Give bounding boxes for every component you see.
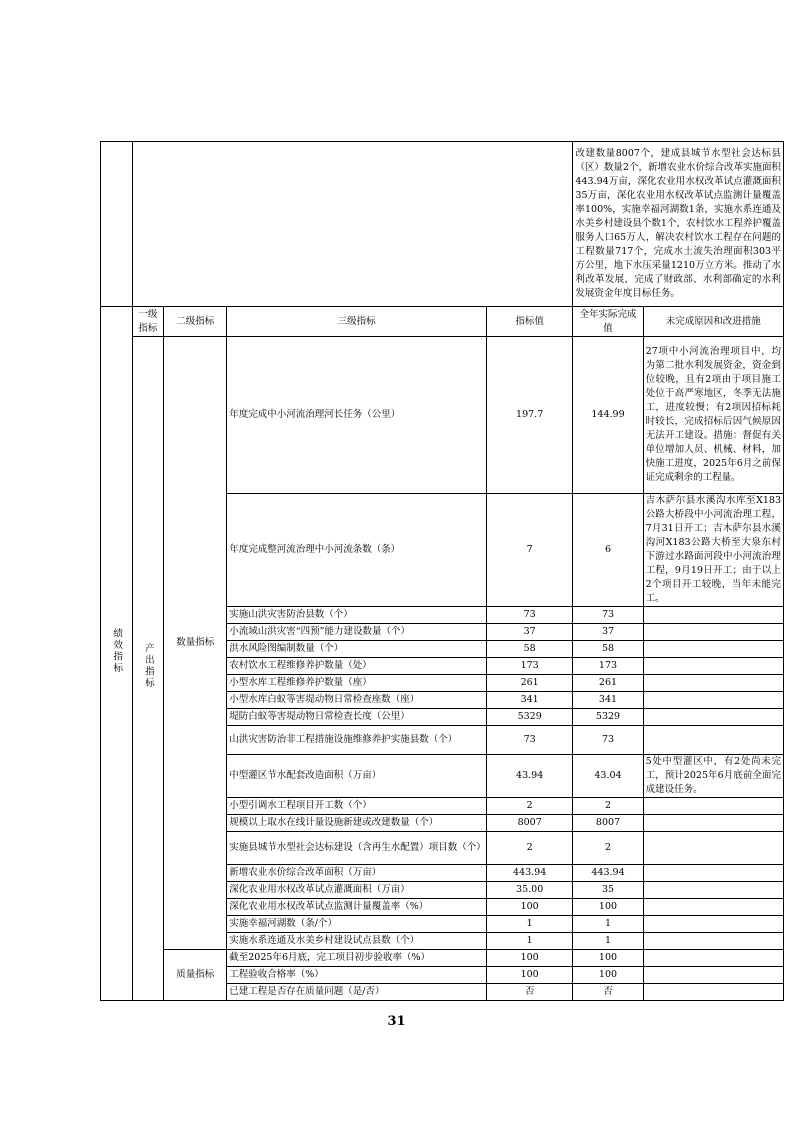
table-row-actual: 2 bbox=[573, 798, 643, 815]
table-row-reason: 27项中小河流治理项目中，均为第二批水利发展资金，资金到位较晚，且有2项由于项目施工处位于高严寒地区，冬季无法施工，进度较慢；有2项因招标耗时较长，完成招标后因气候原因无法开工建设。措施：督促有关单位增加人员、机械、材料，加快施工进度，2025年6月之前保证完成剩余的工程量。 bbox=[643, 337, 783, 494]
table-row-reason bbox=[643, 933, 783, 950]
table-row-target: 443.94 bbox=[486, 865, 573, 882]
table-row-reason bbox=[643, 726, 783, 755]
table-row-actual: 100 bbox=[573, 899, 643, 916]
table-row-reason bbox=[643, 967, 783, 984]
table-row-name: 小型水库工程维修养护数量（座） bbox=[227, 675, 487, 692]
table-row-name: 工程验收合格率（%） bbox=[227, 967, 487, 984]
header-level2: 二级指标 bbox=[164, 307, 227, 337]
table-row-reason bbox=[643, 882, 783, 899]
table-row-name: 深化农业用水权改革试点监测计量覆盖率（%） bbox=[227, 899, 487, 916]
table-row-target: 173 bbox=[486, 658, 573, 675]
table-row-name: 已建工程是否存在质量问题（是/否） bbox=[227, 984, 487, 1001]
table-row-reason bbox=[643, 815, 783, 832]
table-row-name: 小型引调水工程项目开工数（个） bbox=[227, 798, 487, 815]
table-row-reason bbox=[643, 798, 783, 815]
performance-table bbox=[100, 141, 784, 1001]
table-row-actual: 341 bbox=[573, 692, 643, 709]
header-reason: 未完成原因和改进措施 bbox=[643, 307, 783, 337]
table-row-name: 山洪灾害防治非工程措施设施维修养护实施县数（个） bbox=[227, 726, 487, 755]
table-row-reason bbox=[643, 675, 783, 692]
table-row-target: 58 bbox=[486, 641, 573, 658]
table-row-target: 5329 bbox=[486, 709, 573, 726]
table-row-name: 中型灌区节水配套改造面积（万亩） bbox=[227, 755, 487, 798]
table-row-target: 100 bbox=[486, 899, 573, 916]
table-row-actual: 144.99 bbox=[573, 337, 643, 494]
table-row-target: 2 bbox=[486, 798, 573, 815]
table-row-name: 小流域山洪灾害“四预”能力建设数量（个） bbox=[227, 624, 487, 641]
table-row-reason bbox=[643, 709, 783, 726]
table-row-target: 197.7 bbox=[486, 337, 573, 494]
table-row-name: 年度完成中小河流治理河长任务（公里） bbox=[227, 337, 487, 494]
table-row-name: 实施水系连通及水美乡村建设试点县数（个） bbox=[227, 933, 487, 950]
table-row-target: 1 bbox=[486, 933, 573, 950]
table-row-name: 洪水风险图编制数量（个） bbox=[227, 641, 487, 658]
table-row-reason: 5处中型灌区中，有2处尚未完工，预计2025年6月底前全面完成建设任务。 bbox=[643, 755, 783, 798]
table-row-target: 1 bbox=[486, 916, 573, 933]
table-row-target: 261 bbox=[486, 675, 573, 692]
header-level1: 一级指标 bbox=[132, 307, 164, 337]
table-row-target: 73 bbox=[486, 607, 573, 624]
table-row-actual: 8007 bbox=[573, 815, 643, 832]
table-row-actual: 2 bbox=[573, 832, 643, 865]
table-row-name: 实施县城节水型社会达标建设（含再生水配置）项目数（个） bbox=[227, 832, 487, 865]
header-target: 指标值 bbox=[486, 307, 573, 337]
table-row-reason bbox=[643, 624, 783, 641]
table-row-target: 2 bbox=[486, 832, 573, 865]
table-row-reason bbox=[643, 916, 783, 933]
table-row-target: 8007 bbox=[486, 815, 573, 832]
table-row-reason bbox=[643, 865, 783, 882]
left-blank-cell bbox=[101, 142, 133, 307]
table-row-name: 深化农业用水权改革试点灌溉面积（万亩） bbox=[227, 882, 487, 899]
quality-indicator-label: 质量指标 bbox=[164, 950, 227, 1001]
table-row-actual: 261 bbox=[573, 675, 643, 692]
table-row-reason bbox=[643, 899, 783, 916]
table-row-reason bbox=[643, 984, 783, 1001]
table-row-reason bbox=[643, 641, 783, 658]
table-row-actual: 443.94 bbox=[573, 865, 643, 882]
left-blank-cell-2 bbox=[132, 142, 573, 307]
table-row-reason bbox=[643, 832, 783, 865]
table-row-target: 100 bbox=[486, 967, 573, 984]
table-row-name: 实施幸福河湖数（条/个） bbox=[227, 916, 487, 933]
table-row-actual: 35 bbox=[573, 882, 643, 899]
table-row-name: 堤防白蚁等害堤动物日常检查长度（公里） bbox=[227, 709, 487, 726]
table-row-reason bbox=[643, 950, 783, 967]
table-row-target: 100 bbox=[486, 950, 573, 967]
table-row-target: 43.94 bbox=[486, 755, 573, 798]
table-row-actual: 58 bbox=[573, 641, 643, 658]
table-row-target: 35.00 bbox=[486, 882, 573, 899]
table-row-actual: 否 bbox=[573, 984, 643, 1001]
summary-text: 改建数量8007个，建成县城节水型社会达标县（区）数量2个，新增农业水价综合改革实施面积443.94万亩，深化农业用水权改革试点灌溉面积35万亩，深化农业用水权改革试点监测计量覆盖率100%，实施幸福河湖数1条，实施水系连通及水美乡村建设县个数1个，农村饮水工程养护覆盖服务人口65万人，解决农村饮水工程存在问题的工程数量717个，完成水土流失治理面积303平方公里，地下水压采量1210万立方米。推动了水利改革发展，完成了财政部、水利部确定的水利发展资金年度目标任务。 bbox=[573, 142, 784, 307]
table-row-actual: 100 bbox=[573, 950, 643, 967]
table-row-actual: 1 bbox=[573, 933, 643, 950]
page-number: 31 bbox=[387, 1014, 406, 1029]
table-row-reason: 吉木萨尔县水溪沟水库至X183公路大桥段中小河流治理工程，7月31日开工；吉木萨尔县水溪沟河X183公路大桥至大泉东村下游过水路面河段中小河流治理工程，9月19日开工；由于以上2个项目开工较晚，当年未能完工。 bbox=[643, 494, 783, 607]
table-row-name: 截至2025年6月底，完工项目初步验收率（%） bbox=[227, 950, 487, 967]
quantity-indicator-label: 数量指标 bbox=[164, 337, 227, 950]
table-row-target: 37 bbox=[486, 624, 573, 641]
table-row-target: 341 bbox=[486, 692, 573, 709]
table-row-actual: 6 bbox=[573, 494, 643, 607]
table-row-target: 73 bbox=[486, 726, 573, 755]
table-row-actual: 37 bbox=[573, 624, 643, 641]
table-row-actual: 173 bbox=[573, 658, 643, 675]
header-actual: 全年实际完成值 bbox=[573, 307, 643, 337]
table-row-actual: 73 bbox=[573, 726, 643, 755]
table-row-actual: 1 bbox=[573, 916, 643, 933]
header-level3: 三级指标 bbox=[227, 307, 487, 337]
output-indicator-label: 产出指标 bbox=[132, 337, 164, 1001]
table-row-name: 规模以上取水在线计量设施新建或改建数量（个） bbox=[227, 815, 487, 832]
table-row-name: 小型水库白蚁等害堤动物日常检查座数（座） bbox=[227, 692, 487, 709]
table-row-actual: 5329 bbox=[573, 709, 643, 726]
table-row-reason bbox=[643, 607, 783, 624]
table-row-name: 农村饮水工程维修养护数量（处） bbox=[227, 658, 487, 675]
perf-indicator-label: 绩效指标 bbox=[101, 307, 133, 1001]
table-row-name: 实施山洪灾害防治县数（个） bbox=[227, 607, 487, 624]
table-row-reason bbox=[643, 692, 783, 709]
table-row-target: 否 bbox=[486, 984, 573, 1001]
table-row-name: 新增农业水价综合改革面积（万亩） bbox=[227, 865, 487, 882]
table-row-target: 7 bbox=[486, 494, 573, 607]
table-row-reason bbox=[643, 658, 783, 675]
table-row-actual: 100 bbox=[573, 967, 643, 984]
table-row-actual: 73 bbox=[573, 607, 643, 624]
table-row-actual: 43.04 bbox=[573, 755, 643, 798]
table-row-name: 年度完成整河流治理中小河流条数（条） bbox=[227, 494, 487, 607]
